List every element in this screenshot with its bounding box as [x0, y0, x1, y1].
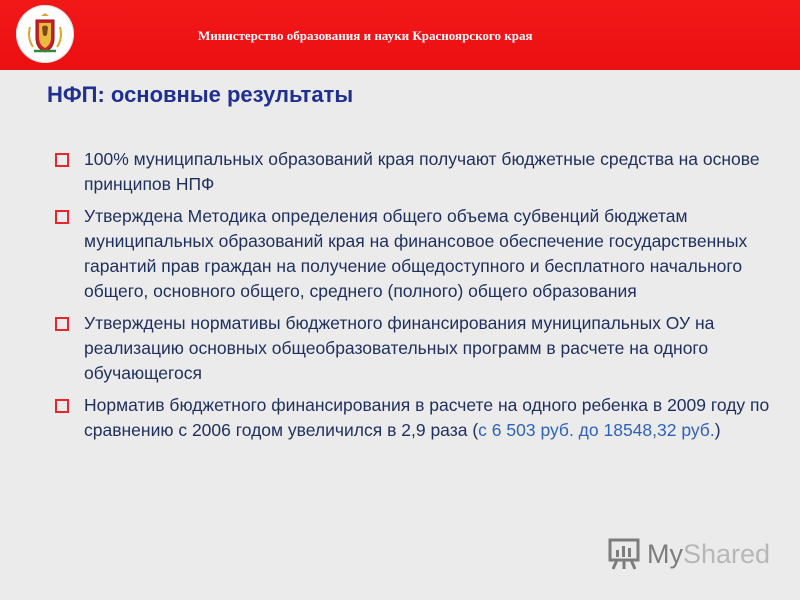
square-bullet-icon	[55, 317, 69, 331]
bullet-text: Утверждены нормативы бюджетного финансирования муниципальных ОУ на реализацию основных общеобразовательных программ в расчете на одного обучающегося	[84, 313, 715, 383]
bullet-item	[52, 204, 777, 304]
watermark-shared: Shared	[683, 538, 771, 569]
square-bullet-icon	[55, 153, 69, 167]
myshared-watermark	[607, 536, 770, 572]
square-bullet-icon	[55, 210, 69, 224]
bullet-text-suffix: )	[714, 420, 721, 440]
bullet-text: Норматив бюджетного финансирования в расчете на одного ребенка в 2009 году по сравнению с 2006 годом увеличился в 2,9 раза (	[84, 395, 770, 440]
coat-of-arms-logo	[16, 5, 74, 63]
bullet-item	[52, 311, 777, 386]
bullet-item	[52, 393, 777, 443]
bullet-item	[52, 147, 777, 197]
watermark-my: My	[647, 538, 683, 569]
ministry-name: Министерство образования и науки Красноярского края	[198, 28, 533, 43]
presentation-board-icon	[607, 537, 641, 571]
square-bullet-icon	[55, 399, 69, 413]
bullet-list	[52, 147, 777, 450]
bullet-text: Утверждена Методика определения общего объема субвенций бюджетам муниципальных образований края на финансовое обеспечение государственных гарантий прав граждан на получение общедоступного и бесплатного начального общего, основного общего, среднего (полного) общего образования	[84, 206, 748, 301]
bullet-text: 100% муниципальных образований края получают бюджетные средства на основе принципов НПФ	[84, 149, 760, 194]
header-bar	[0, 0, 800, 70]
slide-title: НФП: основные результаты	[47, 82, 354, 107]
amount-highlight: с 6 503 руб. до 18548,32 руб.	[478, 420, 715, 440]
